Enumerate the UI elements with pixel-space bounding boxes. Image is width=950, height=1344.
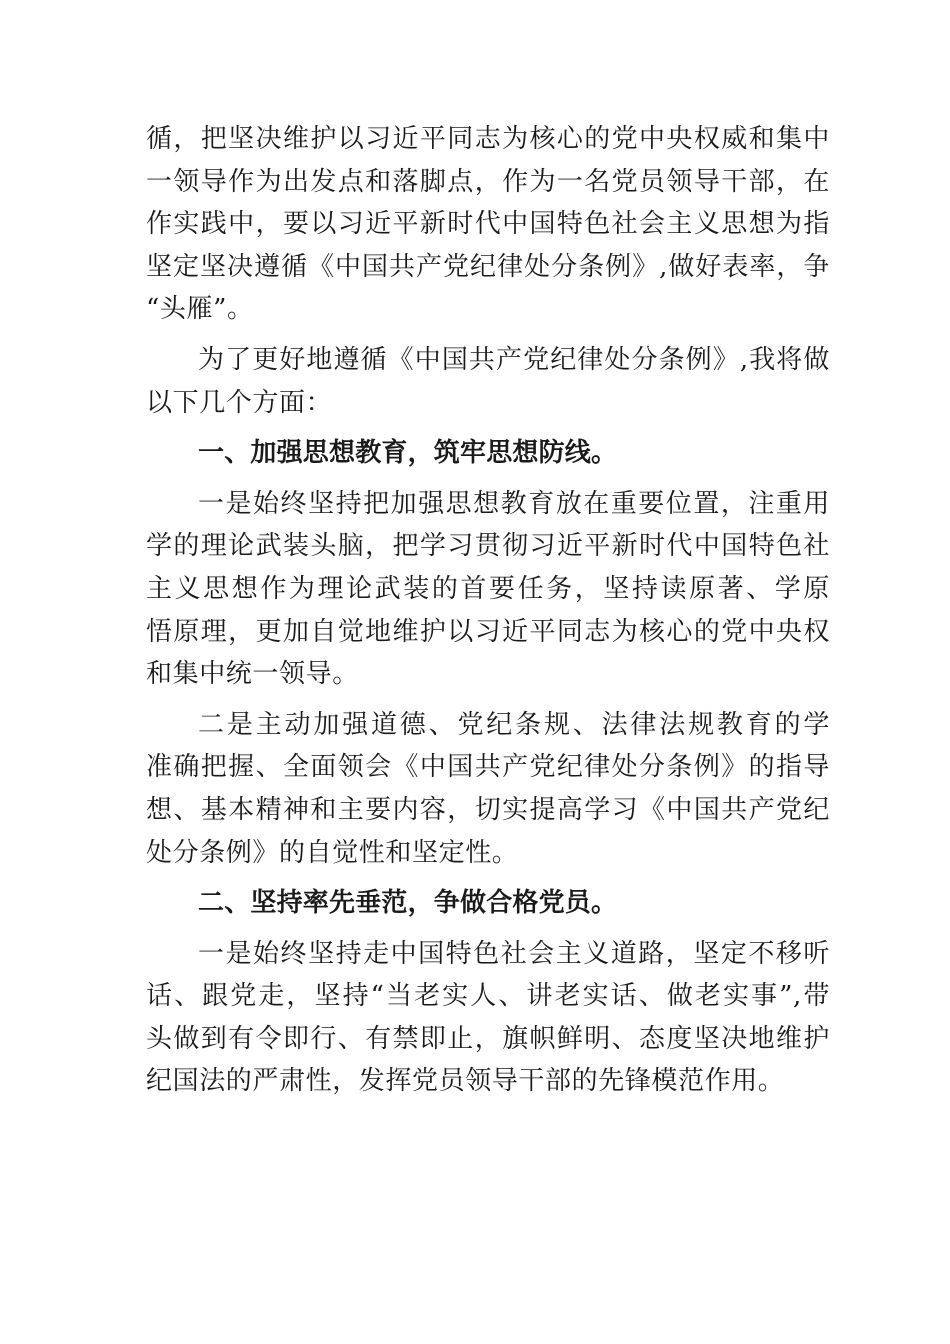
paragraph-2-1 [146,933,830,1103]
text-line: 学的理论武装头脑，把学习贯彻习近平新时代中国特色社 [146,531,830,562]
text-line: 想、基本精神和主要内容，切实提高学习《中国共产党纪 [146,794,830,825]
text-line: 头做到有令即行、有禁即止，旗帜鲜明、态度坚决地维护 [146,1023,830,1054]
paragraph-1-1 [146,483,830,696]
section-heading-2 [146,882,830,925]
text-line: 准确把握、全面领会《中国共产党纪律处分条例》的指导 [146,752,830,783]
text-line: 一是始终坚持把加强思想教育放在重要位置，注重用 [198,488,830,519]
text-line: 话、跟党走，坚持“当老实人、讲老实话、做老实事”,带 [146,981,830,1012]
heading-text: 一、加强思想教育，筑牢思想防线。 [198,438,618,469]
heading-text: 二、坚持率先垂范，争做合格党员。 [198,888,618,919]
text-line: 悟原理，更加自觉地维护以习近平同志为核心的党中央权 [146,616,830,647]
text-line: 坚定坚决遵循《中国共产党纪律处分条例》,做好表率，争 [146,251,830,282]
text-line: 处分条例》的自觉性和坚定性。 [146,837,519,868]
text-line: 循，把坚决维护以习近平同志为核心的党中央权威和集中 [146,124,830,154]
text-line: 主义思想作为理论武装的首要任务，坚持读原著、学原 [146,573,830,604]
text-line: 二是主动加强道德、党纪条规、法律法规教育的学 [198,709,830,740]
paragraph-continuation [146,118,830,331]
text-line: 一是始终坚持走中国特色社会主义道路，坚定不移听 [198,938,830,969]
text-line: 一领导作为出发点和落脚点，作为一名党员领导干部，在 [146,166,830,197]
text-line: “头雁”。 [146,294,254,325]
text-line: 作实践中，要以习近平新时代中国特色社会主义思想为指 [146,209,830,240]
text-line: 纪国法的严肃性，发挥党员领导干部的先锋模范作用。 [146,1066,785,1097]
text-line: 为了更好地遵循《中国共产党纪律处分条例》,我将做 [198,344,830,375]
text-line: 和集中统一领导。 [146,659,359,690]
text-line: 以下几个方面： [146,387,333,418]
section-heading-1 [146,432,830,475]
paragraph-intro [146,339,830,424]
document-body [146,118,830,1103]
paragraph-1-2 [146,704,830,874]
